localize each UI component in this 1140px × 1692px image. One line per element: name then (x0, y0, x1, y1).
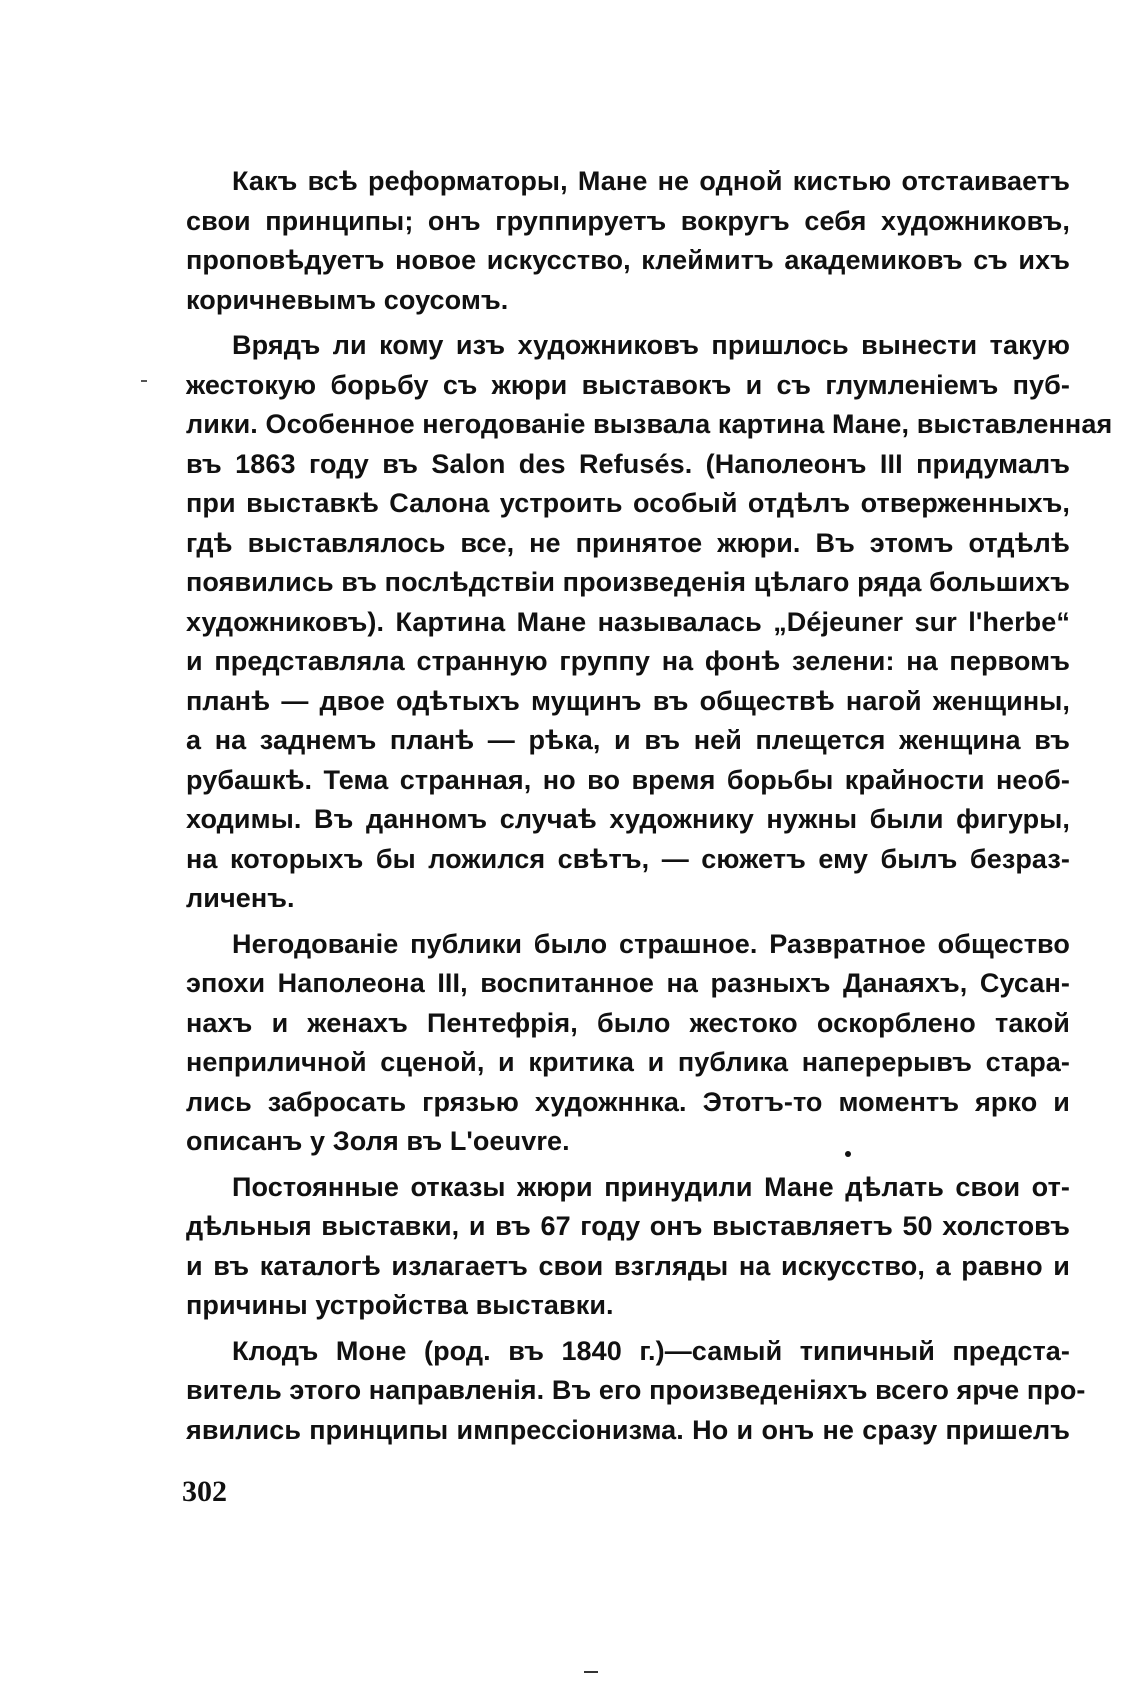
text-line: неприличной сценой, и критика и публика наперерывъ стара- (186, 1047, 1070, 1077)
bottom-dash (584, 1671, 598, 1673)
text-line: явились принципы импрессіонизма. Но и онъ не сразу пришелъ (186, 1414, 1070, 1445)
text-line: и представляла странную группу на фонѣ зелени: на первомъ (186, 646, 1070, 676)
text-line: Врядъ ли кому изъ художниковъ пришлось вынести такую (232, 330, 1070, 360)
margin-mark (141, 380, 147, 382)
text-line: коричневымъ соусомъ. (186, 284, 509, 315)
text-line: лики. Особенное негодованіе вызвала картина Мане, выставленная (186, 409, 1113, 439)
text-line: проповѣдуетъ новое искусство, клеймитъ академиковъ съ ихъ (186, 245, 1070, 275)
text-line: личенъ. (186, 883, 295, 913)
text-line: на которыхъ бы ложился свѣтъ, — сюжетъ ему былъ безраз- (186, 843, 1070, 874)
text-line: при выставкѣ Салона устроить особый отдѣлъ отверженныхъ, (186, 488, 1070, 518)
text-line: планѣ — двое одѣтыхъ мущинъ въ обществѣ нагой женщины, (186, 685, 1070, 716)
paragraph (186, 925, 1070, 1162)
text-line: и въ каталогѣ излагаетъ свои взгляды на искусство, а равно и (186, 1250, 1070, 1281)
paragraph (186, 1168, 1070, 1326)
text-line: рубашкѣ. Тема странная, но во время борьбы крайности необ- (186, 764, 1070, 795)
text-line: витель этого направленія. Въ его произведеніяхъ всего ярче про- (186, 1375, 1086, 1405)
text-line: эпохи Наполеона III, воспитанное на разныхъ Данаяхъ, Сусан- (186, 968, 1070, 998)
body-text (186, 162, 1113, 1456)
text-line: нахъ и женахъ Пентефрія, было жестоко оскорблено такой (186, 1007, 1070, 1038)
text-line: художниковъ). Картина Мане называлась „Déjeuner sur l'herbe“ (186, 606, 1070, 637)
text-line: Постоянные отказы жюри принудили Мане дѣлать свои от- (232, 1171, 1070, 1202)
paragraph (186, 1332, 1086, 1451)
text-line: Клодъ Моне (род. въ 1840 г.)—самый типичный предста- (232, 1335, 1070, 1366)
text-line: а на заднемъ планѣ — рѣка, и въ ней плещется женщина въ (186, 725, 1070, 755)
page-number: 302 (182, 1475, 227, 1508)
text-line: свои принципы; онъ группируетъ вокругъ себя художниковъ, (186, 205, 1070, 236)
text-line: гдѣ выставлялось все, не принятое жюри. Въ этомъ отдѣлѣ (186, 527, 1070, 558)
text-line: жестокую борьбу съ жюри выставокъ и съ глумленіемъ пуб- (186, 369, 1070, 400)
paragraph (186, 326, 1113, 919)
stray-dot (845, 1151, 851, 1157)
text-line: описанъ у Золя въ L'oeuvre. (186, 1126, 570, 1156)
text-line: лись забросать грязью художннка. Этотъ-то моментъ ярко и (186, 1086, 1070, 1117)
text-line: причины устройства выставки. (186, 1290, 614, 1320)
text-line: ходимы. Въ данномъ случаѣ художнику нужны были фигуры, (186, 804, 1070, 834)
text-line: появились въ послѣдствіи произведенія цѣлаго ряда большихъ (186, 567, 1070, 597)
text-line: дѣльныя выставки, и въ 67 году онъ выставляетъ 50 холстовъ (186, 1211, 1070, 1241)
text-line: Негодованіе публики было страшное. Развратное общество (232, 928, 1070, 959)
text-line: Какъ всѣ реформаторы, Мане не одной кистью отстаиваетъ (232, 166, 1070, 196)
text-line: въ 1863 году въ Salon des Refusés. (Наполеонъ III придумалъ (186, 448, 1070, 479)
paragraph (186, 162, 1070, 320)
